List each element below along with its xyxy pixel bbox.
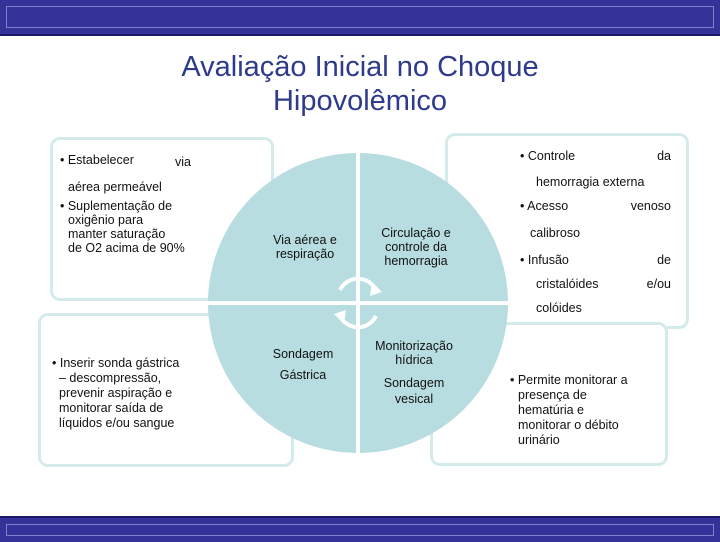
text-line: urinário [518, 433, 560, 447]
quadrant-airway-line: Via aérea e [273, 233, 337, 247]
text-line: monitorar saída de [59, 401, 164, 415]
text-line: manter saturação [68, 227, 166, 241]
box-top-left-text [60, 153, 200, 255]
text-line: – descompressão, [59, 371, 162, 385]
text-line: • Controle [520, 149, 576, 163]
text-line: • Suplementação de [60, 199, 173, 213]
quadrant-gastric-line: Gástrica [279, 368, 327, 382]
text-line: hematúria e [518, 403, 585, 417]
text-line: de O2 acima de 90% [68, 241, 185, 255]
text-line: calibroso [530, 226, 581, 240]
text-line: oxigênio para [68, 213, 144, 227]
text-line: líquidos e/ou sangue [59, 416, 175, 430]
box-top-right-text [520, 149, 675, 315]
text-line: • Inserir sonda gástrica [52, 356, 180, 370]
quadrant-airway [250, 233, 360, 261]
quadrant-gastric-line: Sondagem [272, 347, 334, 361]
text-line: venoso [630, 199, 671, 213]
text-line: da [657, 149, 671, 163]
text-line: • Infusão [520, 253, 569, 267]
quadrant-monitoring-line: Monitorização [375, 339, 453, 353]
box-bottom-left-text [52, 356, 212, 431]
quadrant-circulation [360, 226, 472, 268]
quadrant-circulation-line: controle da [385, 240, 447, 254]
title-line-2: Hipovolêmico [272, 85, 448, 117]
quadrant-circulation-line: hemorragia [384, 254, 448, 268]
quadrant-airway-line: respiração [275, 247, 335, 261]
text-line: monitorar o débito [518, 418, 619, 432]
text-line: • Permite monitorar a [510, 373, 628, 387]
quadrant-gastric [250, 344, 356, 386]
quadrant-monitoring-line: hídrica [395, 353, 433, 367]
text-line: colóides [536, 301, 582, 315]
quadrant-circulation-line: Circulação e [381, 226, 451, 240]
text-line: cristalóides [536, 277, 599, 291]
quadrant-vesical-line: vesical [394, 392, 434, 406]
text-line: • Estabelecer [60, 153, 134, 167]
quadrant-vesical-line: Sondagem [383, 376, 445, 390]
quadrant-monitoring [357, 339, 471, 367]
box-bottom-right-text [510, 373, 660, 448]
text-line: e/ou [646, 277, 671, 291]
text-line: de [657, 253, 671, 267]
quadrant-vesical [357, 375, 471, 407]
title-line-1: Avaliação Inicial no Choque [181, 51, 539, 83]
text-line: • Acesso [520, 199, 569, 213]
text-line: prevenir aspiração e [59, 386, 173, 400]
text-line: via [175, 155, 191, 169]
text-line: aérea permeável [68, 180, 162, 194]
text-line: hemorragia externa [536, 175, 645, 189]
text-line: presença de [518, 388, 587, 402]
